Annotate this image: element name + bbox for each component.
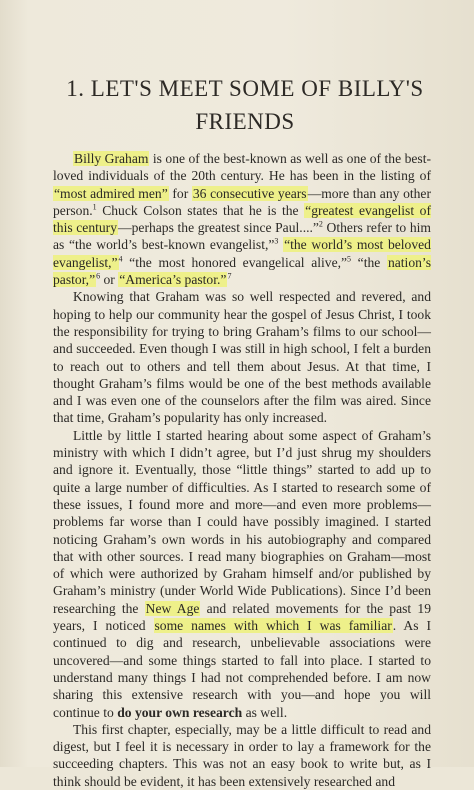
chapter-number: 1. — [66, 76, 85, 101]
text-run: “the — [351, 254, 387, 270]
chapter-body — [53, 150, 431, 790]
paragraph-p3 — [53, 427, 431, 721]
text-run: Knowing that Graham was so well respected and revered, and hoping to help our community hear the gospel of Jesus Christ, I took the responsibility for trying to bring Graham’s films to our school—and succeeded. Even though I was still in high school, I felt a burden to reach out to others and tell them about Jesus. At that time, I thought Graham’s films would be one of the best methods available and I was even one of the counselors after the film was aired. Since that time, Graham’s popularity has only increased. — [53, 289, 431, 426]
highlighted-text: “America’s pastor.” — [119, 272, 227, 288]
chapter-title-line2: FRIENDS — [195, 109, 295, 134]
text-run: or — [100, 272, 119, 288]
chapter-title — [40, 72, 450, 138]
text-run: is one of the best-known as well as one of the best-loved individuals of the 20th century. He has been in the listing of — [53, 151, 431, 184]
text-run: and related movements for the past 19 years, I noticed — [53, 600, 431, 634]
paragraph-p1 — [53, 150, 431, 288]
text-run: “the most honored evangelical alive,” — [122, 254, 348, 270]
text-run: —perhaps the greatest since Paul....” — [118, 220, 319, 236]
bold-text: do your own research — [117, 704, 243, 720]
highlighted-text: Billy Graham — [74, 151, 149, 166]
highlighted-text: “the world’s most beloved evangelist,” — [53, 237, 431, 270]
highlighted-text: some names with which I was familiar — [154, 618, 392, 634]
highlighted-text: “greatest evangelist of this century — [53, 202, 431, 236]
text-run: This first chapter, especially, may be a little difficult to read and digest, but I feel it is necessary in order to lay a framework for the succeeding chapters. This was not an easy book to write but, as I think should be evident, it has been extensively researched and — [53, 721, 431, 789]
text-run: . As I continued to dig and research, unbelievable associations were uncovered—and some things started to fall into place. I started to understand many things I had not comprehended before. I am now sharing this extensive research with you—and hope you will continue to — [53, 618, 431, 720]
highlighted-text: 36 consecutive years — [192, 185, 307, 201]
highlighted-text: New Age — [145, 600, 200, 616]
paragraph-p2 — [53, 288, 431, 426]
paragraph-p4 — [53, 721, 431, 790]
chapter-title-line1: LET'S MEET SOME OF BILLY'S — [90, 76, 424, 101]
text-run: Little by little I started hearing about some aspect of Graham’s ministry with which I didn’t agree, but I’d just shrug my shoulders and ignore it. Eventually, those “little things” started to add up to quite a large number of difficulties. As I started to research some of these issues, I found more and more—and even more problems—problems far worse than I could have possibly imagined. I started noticing Graham’s own words in his autobiography and compared that with other sources. I read many biographies on Graham—most of which were authorized by Graham himself and/or published by Graham’s ministry (under World Wide Publications). Since I’d been researching the — [53, 427, 431, 616]
footnote-ref: 6 — [96, 271, 101, 281]
highlighted-text: nation’s pastor,” — [53, 254, 431, 288]
text-run: as well. — [242, 704, 288, 720]
text-run: Others refer to him as “the world’s best-known evangelist,” — [53, 220, 431, 253]
footnote-ref: 2 — [318, 219, 323, 229]
highlighted-text: “most admired men” — [54, 185, 168, 201]
text-run: —more than any other person. — [53, 185, 431, 218]
text-run: Chuck Colson states that he is the — [96, 202, 305, 218]
footnote-ref: 1 — [92, 202, 97, 212]
footnote-ref: 5 — [347, 254, 352, 264]
text-run: for — [168, 185, 192, 201]
footnote-ref: 4 — [118, 254, 123, 264]
footnote-ref: 3 — [274, 236, 279, 246]
footnote-ref: 7 — [227, 271, 232, 281]
